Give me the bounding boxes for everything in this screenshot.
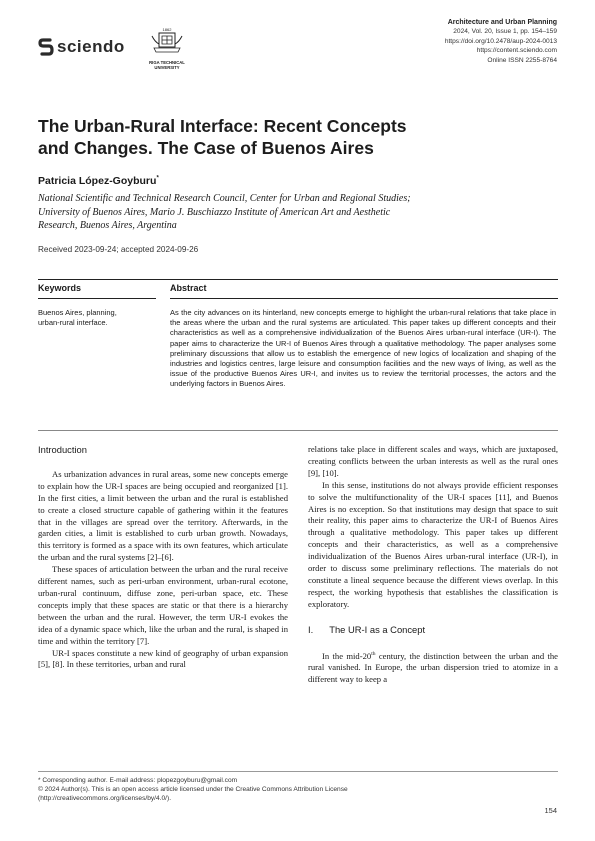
article-title	[38, 115, 558, 159]
paragraph	[308, 649, 558, 687]
section-number: I.	[308, 623, 314, 635]
abstract-rule	[170, 298, 558, 299]
university-name-line2: UNIVERSITY	[154, 65, 180, 70]
intro-heading: Introduction	[38, 444, 87, 455]
license-line1: © 2024 Author(s). This is an open access article licensed under the Creative Commons Attribution License	[38, 786, 348, 793]
top-rule	[38, 279, 558, 280]
affiliation-line3: Research, Buenos Aires, Argentina	[38, 220, 177, 232]
journal-meta	[445, 18, 557, 65]
paragraph: In this sense, institutions do not always provide efficient responses to solve the multifunctionality of the UR-I spaces [11], and Buenos Aires is no exception. So that institutions may design that space to suit their reality, this paper aims to characterize the UR-I of Buenos Aires through a qualitative methodology. This paper takes up different concepts and their characteristics, as well as a comprehensive individualization of the Buenos Aires urban-rural interface (UR-I), in order to discuss some preliminary reflections. The materials do not constitute a lineal sequence because the different views overlap. In this respect, the working hypothesis that establishes the classification is exploratory.	[308, 479, 558, 609]
keywords-line1: Buenos Aires, planning,	[38, 308, 117, 317]
author-mark: *	[156, 175, 159, 182]
paragraph-part: century, the distinction between the urban and the rural vanished. In Europe, the urban dispersion tried to atomize in a different way to keep a	[308, 650, 559, 685]
journal-name: Architecture and Urban Planning	[447, 19, 557, 26]
university-logo	[143, 27, 191, 70]
university-name-line1: RIGA TECHNICAL	[149, 60, 185, 65]
page-number: 154	[544, 806, 557, 815]
title-line2: and Changes. The Case of Buenos Aires	[38, 138, 374, 158]
body-left-column	[38, 444, 288, 671]
affiliation-line1: National Scientific and Technical Research Council, Center for Urban and Regional Studies;	[38, 193, 411, 204]
author	[38, 175, 159, 187]
section-heading	[308, 624, 558, 636]
paragraph-part: In the mid-20	[322, 650, 372, 661]
publisher-name: sciendo	[57, 37, 125, 56]
license-line2[interactable]: (http://creativecommons.org/licenses/by/4.0/).	[38, 795, 172, 802]
affiliation	[38, 192, 558, 233]
keywords-list	[38, 308, 156, 328]
superscript: th	[371, 650, 376, 657]
section-title: The UR-I as a Concept	[329, 623, 426, 635]
university-crest-icon	[150, 32, 184, 54]
keywords-heading: Keywords	[38, 283, 82, 293]
paragraph: UR-I spaces constitute a new kind of geography of urban expansion [5], [8]. In these territories, urban and rural	[38, 647, 288, 670]
keywords-rule	[38, 298, 156, 299]
paragraph: relations take place in different scales and ways, which are juxtaposed, creating conflicts between the urban interests as well as the rural ones [9], [10].	[308, 444, 558, 478]
body-right-column	[308, 444, 558, 686]
keywords-line2: urban-rural interface.	[38, 318, 108, 327]
doi-link[interactable]: https://doi.org/10.2478/aup-2024-0013	[444, 37, 557, 45]
corresponding-author: * Corresponding author. E-mail address: plopezgoyburu@gmail.com	[38, 777, 238, 784]
bottom-rule	[38, 430, 558, 431]
issn: Online ISSN 2255-8764	[487, 56, 557, 64]
site-link[interactable]: https://content.sciendo.com	[476, 47, 557, 55]
paragraph: As urbanization advances in rural areas, some new concepts emerge to explain how the UR-I spaces are being occupied and reorganized [1]. In the first cities, a limit between the urban and the rural is established to create a closed structure capable of gathering within it the features that in the villages are spread over the territory. Afterwards, in the garden cities, a limit is established to curb urban growth. Nowadays, this territory is formed as a space with its own features, which articulate the urban and the rural systems [2]–[6].	[38, 468, 288, 563]
sciendo-mark-icon	[38, 38, 54, 56]
title-line1: The Urban-Rural Interface: Recent Concepts	[38, 116, 407, 136]
sciendo-logo	[38, 37, 125, 57]
author-name: Patricia López-Goyburu	[38, 175, 157, 187]
paragraph: These spaces of articulation between the urban and the rural receive different names, such as peri-urban environment, urban-rural ecotone, urban-rural continuum, diffuse zone, peri-urban space, etc. These concepts imply that these spaces are static or that there is a hierarchy between the urban and the rural. However, the term UR-I evokes the idea of a dynamic space which, like the urban and the rural, is shaped in time and within the territory [7].	[38, 564, 288, 646]
received-dates: Received 2023-09-24; accepted 2024-09-26	[38, 245, 199, 254]
university-year: 1862	[162, 27, 172, 32]
volume-line: 2024, Vol. 20, Issue 1, pp. 154–159	[453, 28, 557, 36]
footnotes	[38, 776, 558, 803]
footnote-rule	[38, 771, 558, 772]
affiliation-line2: University of Buenos Aires, Mario J. Buschiazzo Institute of American Art and Aesthetic	[38, 206, 391, 218]
abstract-text: As the city advances on its hinterland, new concepts emerge to highlight the urban-rural relations that take place in the areas where the urban and the rural systems are articulated. This paper takes up different concepts and their characteristics as well as a comprehensive individualization of the Buenos Aires urban-rural interface (UR-I). The paper aims to characterize the UR-I of Buenos Aires through a qualitative methodology. The paper analyses some preliminary discussions that allow us to establish the emergence of new logics of localization and shaping of the industries and logistics centres, large leisure and consumption facilities and the new ways of living, as well as the issue of the productive Buenos Aires UR-I, and invites us to review the territorial processes, the actors and the underlying factors in Buenos Aires.	[170, 308, 556, 389]
abstract-heading: Abstract	[170, 283, 207, 293]
